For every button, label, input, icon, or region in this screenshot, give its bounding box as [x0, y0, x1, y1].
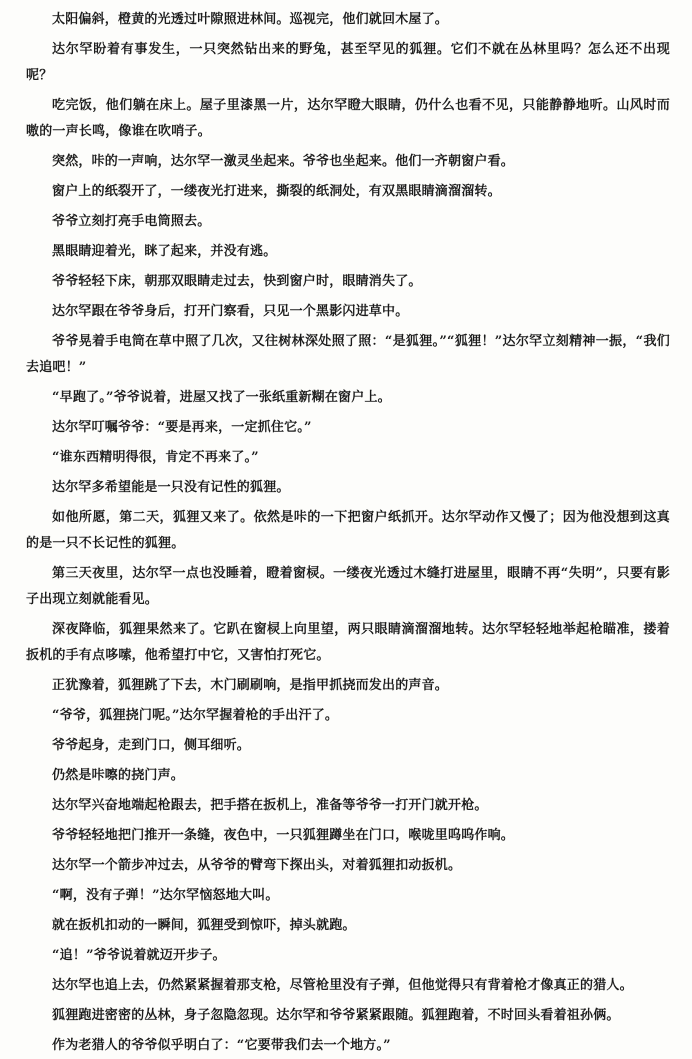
paragraph-13: “谁东西精明得很，肯定不再来了。” — [52, 450, 259, 465]
paragraph-14: 达尔罕多希望能是一只没有记性的狐狸。 — [52, 480, 290, 495]
paragraph-20: 爷爷起身，走到门口，侧耳细听。 — [52, 738, 251, 753]
paragraph-6: 爷爷立刻打亮手电筒照去。 — [52, 214, 211, 229]
paragraph-18: 正犹豫着，狐狸跳了下去，木门刷刷响，是指甲抓挠而发出的声音。 — [52, 678, 449, 693]
paragraph-24: 达尔罕一个箭步冲过去，从爷爷的臂弯下探出头，对着狐狸扣动扳机。 — [52, 858, 462, 873]
paragraph-19: “爷爷，狐狸挠门呢。”达尔罕握着枪的手出汗了。 — [52, 708, 339, 723]
paragraph-26: 就在扳机扣动的一瞬间，狐狸受到惊吓，掉头就跑。 — [52, 918, 356, 933]
paragraph-11: “早跑了。”爷爷说着，进屋又找了一张纸重新糊在窗户上。 — [52, 390, 391, 405]
paragraph-2: 达尔罕盼着有事发生，一只突然钻出来的野兔，甚至罕见的狐狸。它们不就在丛林里吗？怎么还不出现呢？ — [26, 42, 670, 83]
paragraph-5: 窗户上的纸裂开了，一缕夜光打进来，撕裂的纸洞处，有双黑眼睛滴溜溜转。 — [52, 184, 501, 199]
paragraph-25: “啊，没有子弹！”达尔罕恼怒地大叫。 — [52, 888, 279, 903]
paragraph-29: 狐狸跑进密密的丛林，身子忽隐忽现。达尔罕和爷爷紧紧跟随。狐狸跑着，不时回头看着祖孙俩。 — [52, 1008, 620, 1023]
paragraph-15: 如他所愿，第二天，狐狸又来了。依然是咔的一下把窗户纸抓开。达尔罕动作又慢了；因为他没想到这真的是一只不长记性的狐狸。 — [26, 510, 670, 551]
paragraph-23: 爷爷轻轻地把门推开一条缝，夜色中，一只狐狸蹲坐在门口，喉咙里呜呜作响。 — [52, 828, 515, 843]
paragraph-22: 达尔罕兴奋地端起枪跟去，把手搭在扳机上，准备等爷爷一打开门就开枪。 — [52, 798, 488, 813]
paragraph-30: 作为老猎人的爷爷似乎明白了：“它要带我们去一个地方。” — [52, 1038, 391, 1053]
paragraph-21: 仍然是咔嚓的挠门声。 — [52, 768, 185, 783]
paragraph-7: 黑眼睛迎着光，眯了起来，并没有逃。 — [52, 244, 277, 259]
paragraph-9: 达尔罕跟在爷爷身后，打开门察看，只见一个黑影闪进草中。 — [52, 304, 409, 319]
paragraph-27: “追！”爷爷说着就迈开步子。 — [52, 948, 226, 963]
paragraph-28: 达尔罕也追上去，仍然紧紧握着那支枪，尽管枪里没有子弹，但他觉得只有背着枪才像真正的猎人。 — [52, 978, 633, 993]
paragraph-1: 太阳偏斜，橙黄的光透过叶隙照进林间。巡视完，他们就回木屋了。 — [52, 12, 449, 27]
paragraph-4: 突然，咔的一声响，达尔罕一激灵坐起来。爷爷也坐起来。他们一齐朝窗户看。 — [52, 154, 515, 169]
paragraph-3: 吃完饭，他们躺在床上。屋子里漆黑一片，达尔罕瞪大眼睛，仍什么也看不见，只能静静地听。山风时而嗷的一声长鸣，像谁在吹哨子。 — [26, 98, 670, 139]
paragraph-16: 第三天夜里，达尔罕一点也没睡着，瞪着窗棂。一缕夜光透过木缝打进屋里，眼睛不再“失明”，只要有影子出现立刻就能看见。 — [26, 566, 670, 607]
paragraph-12: 达尔罕叮嘱爷爷：“要是再来，一定抓住它。” — [52, 420, 312, 435]
paragraph-10: 爷爷晃着手电筒在草中照了几次，又往树林深处照了照：“是狐狸。”“狐狸！”达尔罕立刻精神一振，“我们去追吧！” — [26, 334, 670, 375]
paragraph-17: 深夜降临，狐狸果然来了。它趴在窗棂上向里望，两只眼睛滴溜溜地转。达尔罕轻轻地举起枪瞄准，搂着扳机的手有点哆嗦，他希望打中它，又害怕打死它。 — [26, 622, 670, 663]
paragraph-8: 爷爷轻轻下床，朝那双眼睛走过去，快到窗户时，眼睛消失了。 — [52, 274, 422, 289]
